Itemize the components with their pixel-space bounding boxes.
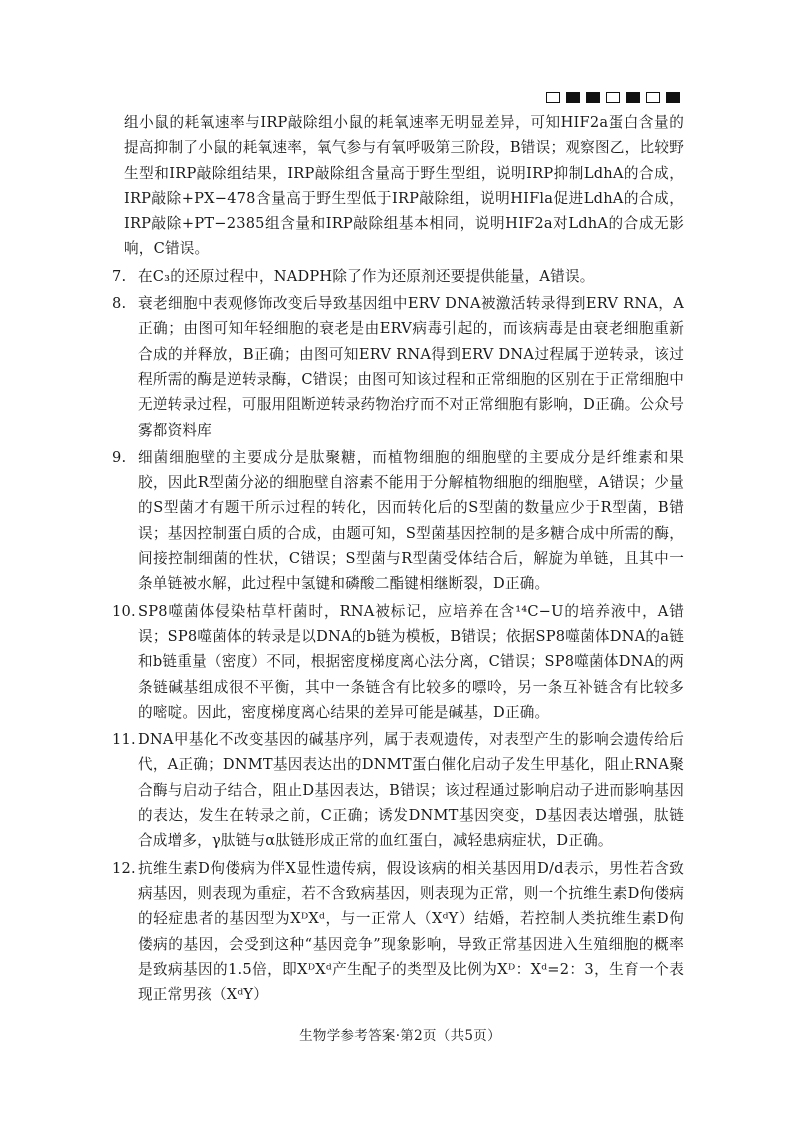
marker-square [666, 92, 680, 103]
page-footer: 生物学参考答案·第2页（共5页） [299, 1028, 501, 1044]
item-text: 抗维生素D佝偻病为伴X显性遗传病，假设该病的相关基因用D/d表示，男性若含致病基因，则表现为重症，若不含致病基因，则表现为正常，则一个抗维生素D佝偻病的轻症患者的基因型为XᴰXᵈ，与一正常人（XᵈY）结婚，若控制人类抗维生素D佝偻病的基因，会受到这种“基因竞争”现象影响，导致正常基因进入生殖细胞的概率是致病基因的1.5倍，即XᴰXᵈ产生配子的类型及比例为Xᴰ：Xᵈ=2：3，生育一个表现正常男孩（XᵈY） [138, 859, 684, 1004]
marker-square [646, 92, 660, 103]
page-marker-squares [546, 92, 680, 103]
marker-square [566, 92, 580, 103]
answer-item-12 [112, 856, 684, 1008]
item-text: SP8噬菌体侵染枯草杆菌时，RNA被标记，应培养在含¹⁴C−U的培养液中，A错误；SP8噬菌体的转录是以DNA的b链为模板，B错误；依据SP8噬菌体DNA的a链和b链重量（密度）不同，根据密度梯度离心法分离，C错误；SP8噬菌体DNA的两条链碱基组成很不平衡，其中一条链含有比较多的嘌呤，另一条互补链含有比较多的嘧啶。因此，密度梯度离心结果的差异可能是碱基，D正确。 [138, 602, 684, 721]
item-text: 在C₃的还原过程中，NADPH除了作为还原剂还要提供能量，A错误。 [138, 267, 595, 285]
marker-square [606, 92, 620, 103]
item-number: 10. [112, 602, 136, 620]
item-number: 11. [112, 731, 136, 749]
answer-item-7 [112, 264, 684, 289]
item-number: 8. [112, 295, 127, 313]
answer-item-9 [112, 445, 684, 597]
item-number: 9. [112, 448, 127, 466]
item-number: 7. [112, 267, 127, 285]
marker-square [586, 92, 600, 103]
item-number: 12. [112, 859, 136, 877]
item-text: 衰老细胞中表观修饰改变后导致基因组中ERV DNA被激活转录得到ERV RNA，A正确；由图可知年轻细胞的衰老是由ERV病毒引起的，而该病毒是由衰老细胞重新合成的并释放，B正确；由图可知ERV RNA得到ERV DNA过程属于逆转录，该过程所需的酶是逆转录酶，C错误；由图可知该过程和正常细胞的区别在于正常细胞中无逆转录过程，可服用阻断逆转录药物治疗而不对正常细胞有影响，D正确。公众号雾都资料库 [138, 295, 684, 439]
answer-item-11 [112, 727, 684, 853]
answer-content [112, 110, 684, 1007]
item-text: DNA甲基化不改变基因的碱基序列，属于表观遗传，对表型产生的影响会遗传给后代，A正确；DNMT基因表达出的DNMT蛋白催化启动子发生甲基化，阻止RNA聚合酶与启动子结合，阻止D基因表达，B错误；该过程通过影响启动子进而影响基因的表达，发生在转录之前，C正确；诱发DNMT基因突变，D基因表达增强，肽链合成增多，γ肽链与α肽链形成正常的血红蛋白，减轻患病症状，D正确。 [138, 731, 684, 850]
answer-item-10 [112, 599, 684, 725]
marker-square [546, 92, 560, 103]
intro-paragraph: 组小鼠的耗氧速率与IRP敲除组小鼠的耗氧速率无明显差异，可知HIF2a蛋白含量的提高抑制了小鼠的耗氧速率，氧气参与有氧呼吸第三阶段，B错误；观察图乙，比较野生型和IRP敲除组结果，IRP敲除组含量高于野生型组，说明IRP抑制LdhA的合成，IRP敲除+PX−478含量高于野生型低于IRP敲除组，说明HIFla促进LdhA的合成，IRP敲除+PT−2385组含量和IRP敲除组基本相同，说明HIF2a对LdhA的合成无影响，C错误。 [124, 114, 684, 258]
item-text: 细菌细胞壁的主要成分是肽聚糖，而植物细胞的细胞壁的主要成分是纤维素和果胶，因此R型菌分泌的细胞壁自溶素不能用于分解植物细胞的细胞壁，A错误；少量的S型菌才有题干所示过程的转化，因而转化后的S型菌的数量应少于R型菌，B错误；基因控制蛋白质的合成，由题可知，S型菌基因控制的是多糖合成中所需的酶，间接控制细菌的性状，C错误；S型菌与R型菌受体结合后，解旋为单链，且其中一条单链被水解，此过程中氢键和磷酸二酯键相继断裂，D正确。 [138, 448, 684, 593]
marker-square [626, 92, 640, 103]
answer-item-8 [112, 291, 684, 443]
